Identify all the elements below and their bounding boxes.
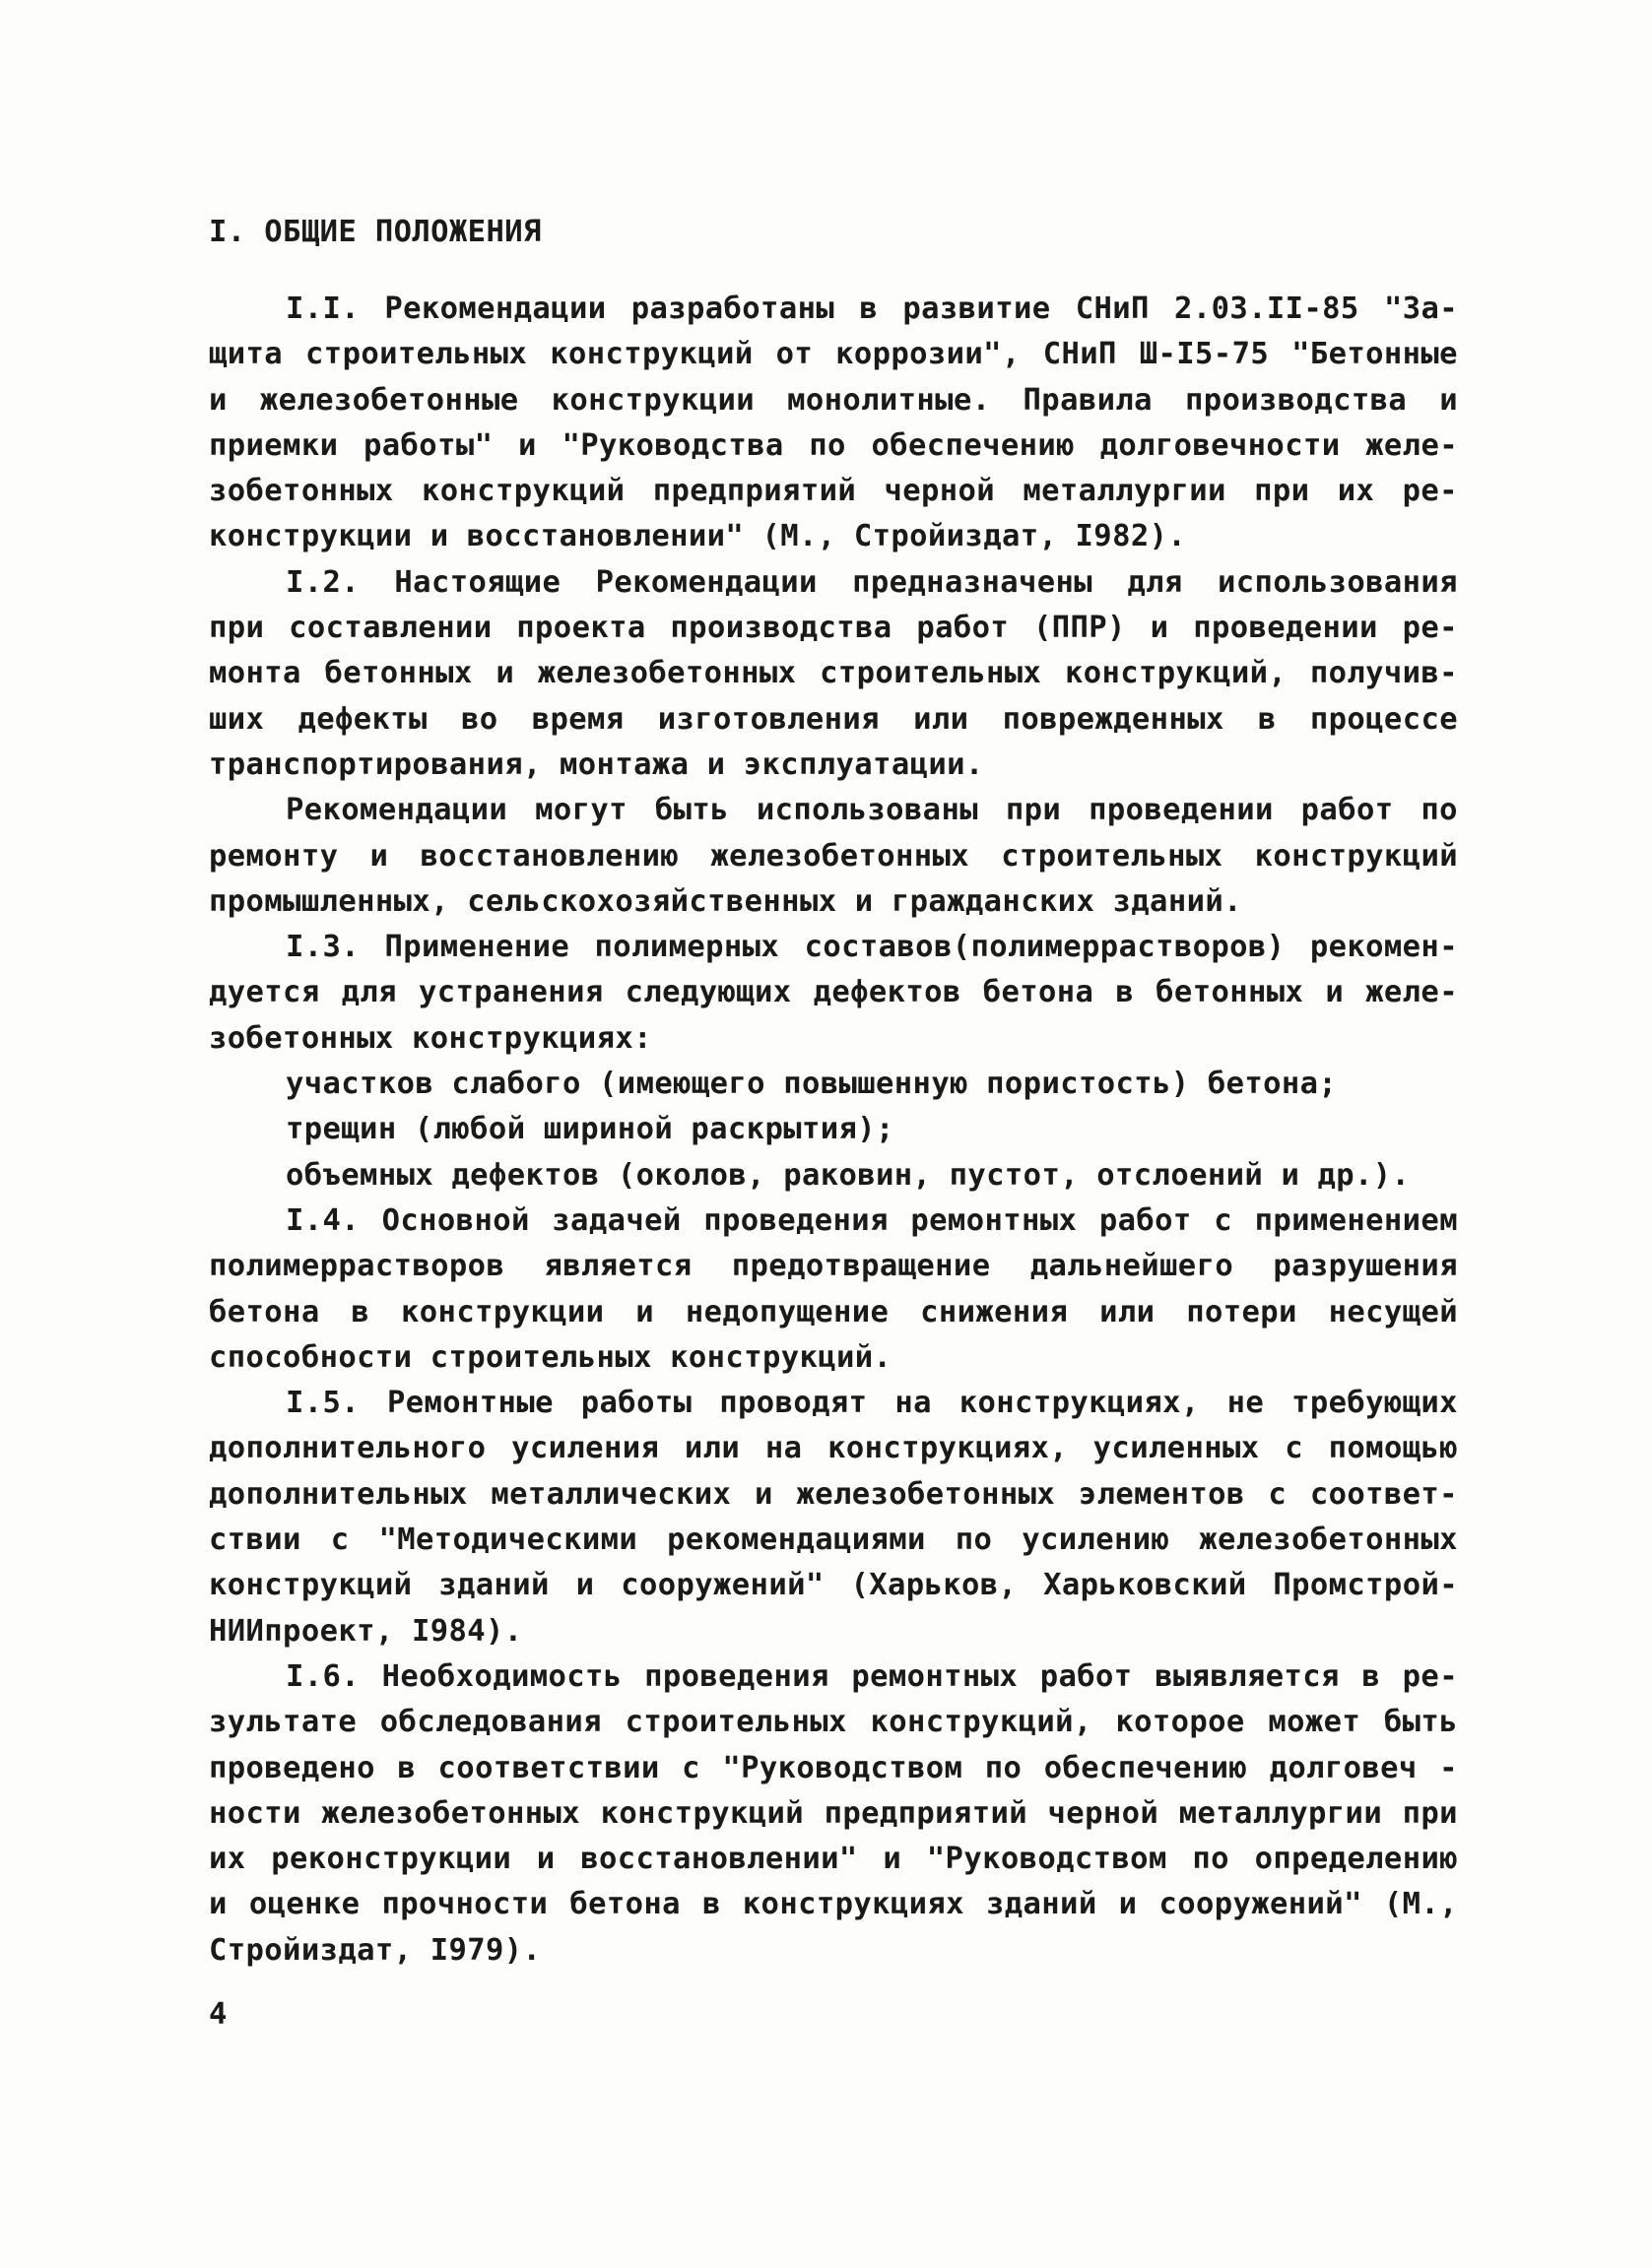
text-line: Стройиздат, I979).: [209, 1932, 542, 1968]
text-line: конструкции и восстановлении" (М., Стройиздат, I982).: [209, 519, 1187, 554]
text-line: проведено в соответствии с "Руководством по обеспечению долговеч -: [209, 1750, 1458, 1785]
text-line: зобетонных конструкциях:: [209, 1020, 652, 1056]
section-body: [209, 287, 1458, 1974]
text-line: I.5. Ремонтные работы проводят на конструкциях, не требующих: [286, 1386, 1458, 1421]
text-line: и железобетонные конструкции монолитные. Правила производства и: [209, 382, 1458, 418]
text-line: I.I. Рекомендации разработаны в развитие СНиП 2.03.II-85 "За-: [286, 292, 1458, 326]
text-line: ремонту и восстановлению железобетонных строительных конструкций: [209, 838, 1458, 874]
text-line: зультате обследования строительных конструкций, которое может быть: [209, 1705, 1458, 1740]
text-line: I.2. Настоящие Рекомендации предназначены для использования: [286, 564, 1458, 600]
text-line: дуется для устранения следующих дефектов бетона в бетонных и желе-: [209, 975, 1458, 1010]
section-heading: I. ОБЩИЕ ПОЛОЖЕНИЯ: [209, 215, 542, 249]
text-line: при составлении проекта производства работ (ППР) и проведении ре-: [209, 611, 1458, 646]
text-line: I.4. Основной задачей проведения ремонтных работ с применением: [286, 1202, 1458, 1238]
text-line: зобетонных конструкций предприятий черной металлургии при их ре-: [209, 474, 1458, 509]
text-line: их реконструкции и восстановлении" и "Руководством по определению: [209, 1842, 1458, 1877]
text-line: щита строительных конструкций от коррозии", СНиП Ш-I5-75 "Бетонные: [209, 337, 1458, 372]
text-line: транспортирования, монтажа и эксплуатации.: [209, 746, 984, 782]
text-line: трещин (любой шириной раскрытия);: [286, 1112, 894, 1147]
text-line: ших дефекты во время изготовления или поврежденных в процессе: [209, 701, 1458, 737]
text-line: НИИпроект, I984).: [209, 1613, 523, 1649]
text-line: конструкций зданий и сооружений" (Харьков, Харьковский Промстрой-: [209, 1568, 1458, 1603]
text-line: ности железобетонных конструкций предприятий черной металлургии при: [209, 1795, 1458, 1831]
text-line: участков слабого (имеющего повышенную пористость) бетона;: [286, 1067, 1338, 1102]
text-line: I.6. Необходимость проведения ремонтных работ выявляется в ре-: [286, 1658, 1458, 1694]
text-line: промышленных, сельскохозяйственных и гражданских зданий.: [209, 883, 1242, 919]
text-line: способности строительных конструкций.: [209, 1339, 892, 1375]
text-line: объемных дефектов (околов, раковин, пустот, отслоений и др.).: [286, 1157, 1411, 1193]
text-line: дополнительного усиления или на конструкциях, усиленных с помощью: [209, 1431, 1458, 1466]
text-line: ствии с "Методическими рекомендациями по усилению железобетонных: [209, 1523, 1458, 1558]
text-line: приемки работы" и "Руководства по обеспечению долговечности желе-: [209, 427, 1458, 463]
text-line: бетона в конструкции и недопущение снижения или потери несущей: [209, 1294, 1458, 1329]
text-line: I.3. Применение полимерных составов(полимеррастворов) рекомен-: [286, 930, 1458, 965]
text-line: Рекомендации могут быть использованы при проведении работ по: [286, 793, 1458, 828]
text-line: монта бетонных и железобетонных строительных конструкций, получив-: [209, 656, 1458, 691]
text-line: полимеррастворов является предотвращение дальнейшего разрушения: [209, 1249, 1458, 1284]
page-number: 4: [209, 1997, 228, 2032]
text-line: дополнительных металлических и железобетонных элементов с соответ-: [209, 1476, 1458, 1512]
text-line: и оценке прочности бетона в конструкциях зданий и сооружений" (М.,: [209, 1887, 1458, 1922]
